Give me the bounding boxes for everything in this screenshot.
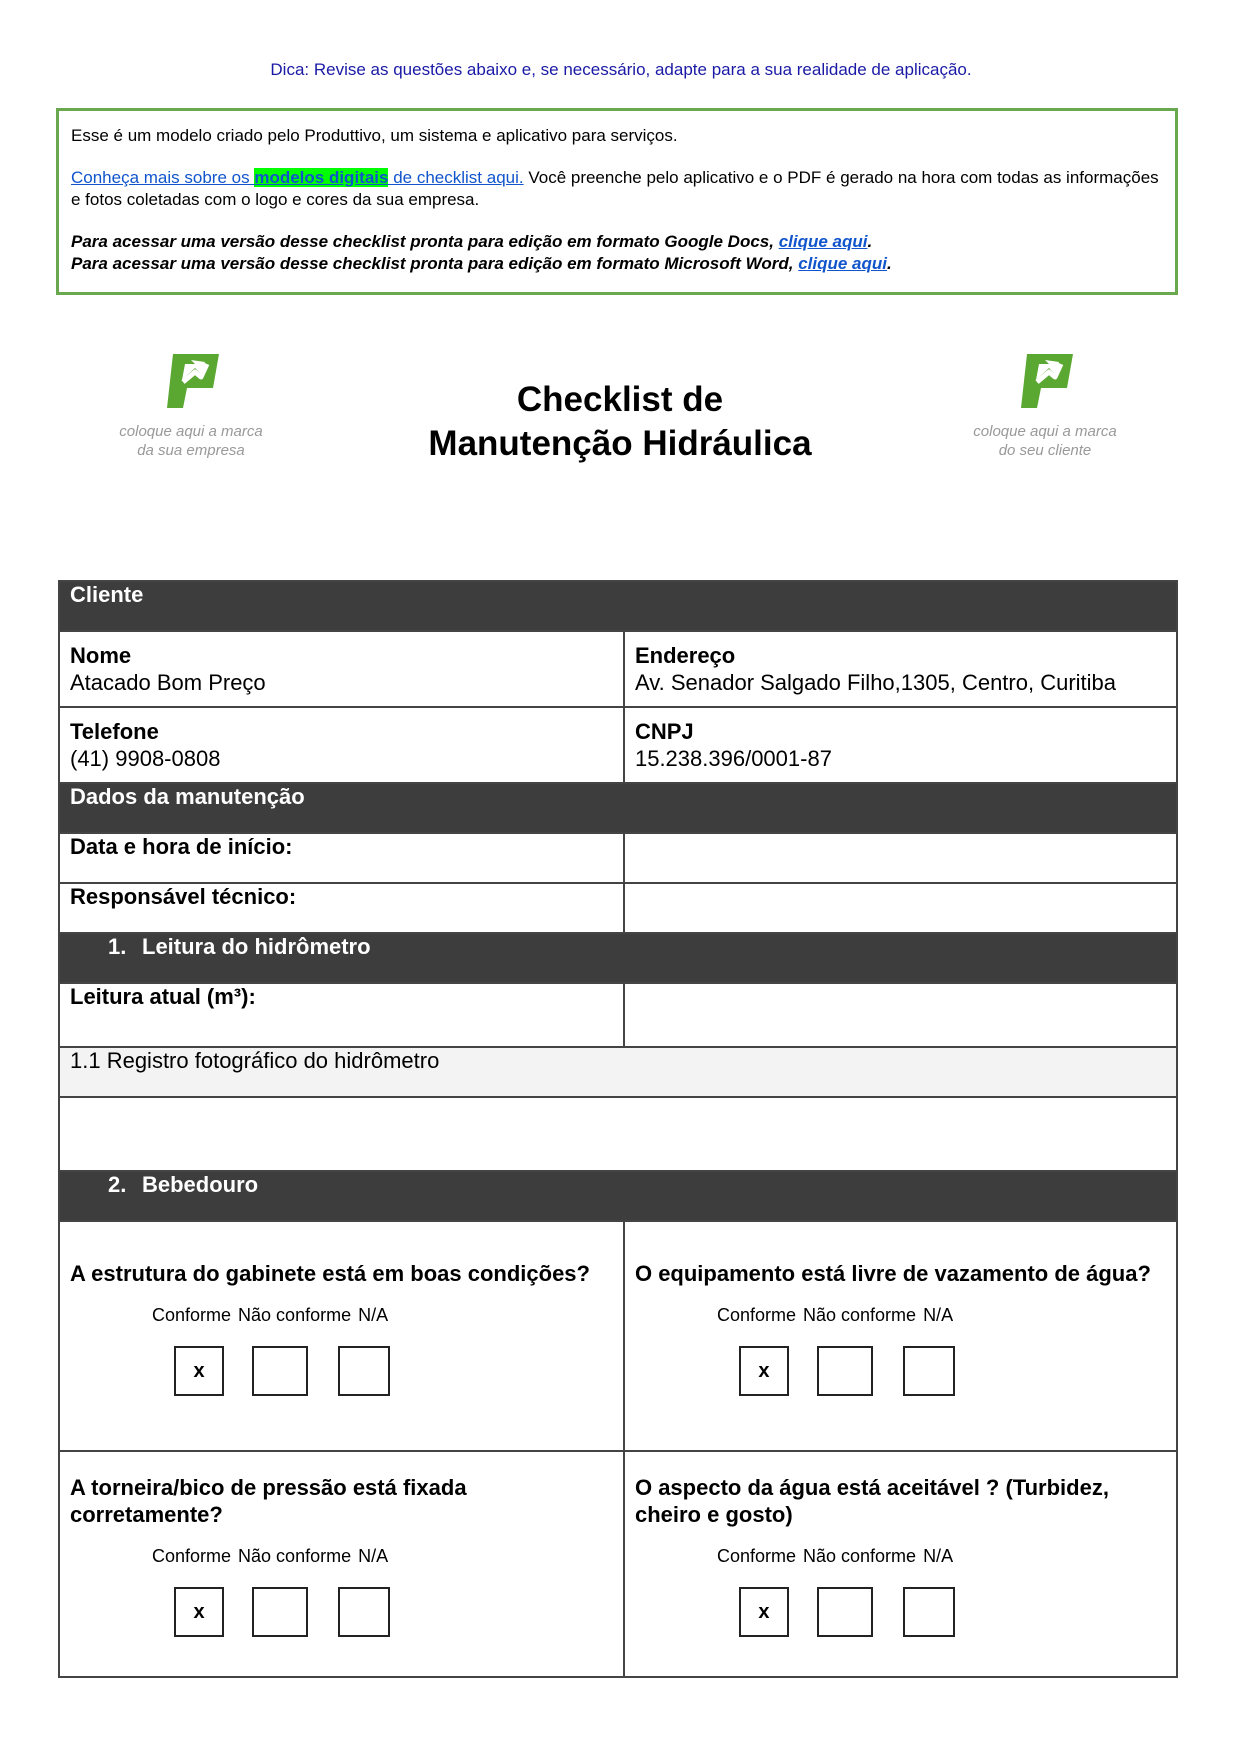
tip-text: Dica: Revise as questões abaixo e, se necessário, adapte para a sua realidade de aplicação. <box>270 60 972 79</box>
start-datetime-field[interactable] <box>624 833 1177 883</box>
option-labels: Conforme Não conforme N/A <box>716 1546 954 1566</box>
client-logo-icon <box>1015 352 1075 412</box>
client-cnpj-cell <box>624 707 1177 783</box>
checkbox-nao-conforme[interactable] <box>817 1587 873 1637</box>
checkbox-na[interactable] <box>903 1587 955 1637</box>
client-address-label: Endereço <box>634 643 736 668</box>
client-phone-value: (41) 9908-0808 <box>70 746 221 771</box>
question-text: A torneira/bico de pressão está fixada corretamente? <box>70 1475 467 1527</box>
client-cnpj-label: CNPJ <box>634 719 694 744</box>
question-water-aspect <box>624 1451 1177 1677</box>
checkbox-nao-conforme[interactable] <box>252 1587 308 1637</box>
meter-photo-area[interactable] <box>59 1097 1177 1171</box>
client-phone-label: Telefone <box>70 719 159 744</box>
meter-reading-field[interactable] <box>624 983 1177 1047</box>
option-labels: Conforme Não conforme N/A <box>152 1305 389 1325</box>
checkbox-conforme[interactable]: x <box>174 1587 224 1637</box>
meter-photo-label: 1.1 Registro fotográfico do hidrômetro <box>59 1047 1177 1097</box>
client-section-header: Cliente <box>59 581 1177 631</box>
promo-box <box>56 108 1178 295</box>
checkbox-nao-conforme[interactable] <box>252 1346 308 1396</box>
client-cnpj-value: 15.238.396/0001-87 <box>634 746 832 771</box>
promo-models-text: Você preenche pelo aplicativo e o PDF é gerado na hora com todas as informações e fotos coletadas com o logo e cores da sua empresa. <box>71 168 1159 209</box>
question-cabinet <box>59 1221 624 1451</box>
checklist-form <box>58 580 1178 1678</box>
checkbox-conforme[interactable]: x <box>739 1346 789 1396</box>
checkbox-nao-conforme[interactable] <box>817 1346 873 1396</box>
models-link[interactable]: Conheça mais sobre os modelos digitais de checklist aqui. <box>71 168 524 187</box>
option-labels: Conforme Não conforme N/A <box>152 1546 389 1566</box>
word-link[interactable]: clique aqui <box>798 254 887 273</box>
docs-link[interactable]: clique aqui <box>778 232 868 251</box>
checkbox-na[interactable] <box>338 1346 390 1396</box>
section-1-header: 1. Leitura do hidrômetro <box>59 933 1177 983</box>
question-faucet <box>59 1451 624 1677</box>
client-logo-caption: coloque aqui a marca do seu cliente <box>973 423 1117 459</box>
promo-intro: Esse é um modelo criado pelo Produttivo, um sistema e aplicativo para serviços. <box>71 126 678 145</box>
company-logo-block <box>76 352 306 460</box>
client-address-value: Av. Senador Salgado Filho,1305, Centro, Curitiba <box>634 670 1117 695</box>
client-phone-cell <box>59 707 624 783</box>
section-2-header: 2. Bebedouro <box>59 1171 1177 1221</box>
client-name-value: Atacado Bom Preço <box>70 670 266 695</box>
question-text: O equipamento está livre de vazamento de água? <box>634 1261 1151 1286</box>
company-logo-caption: coloque aqui a marca da sua empresa <box>119 423 263 459</box>
maintenance-section-header: Dados da manutenção <box>59 783 1177 833</box>
meter-reading-label: Leitura atual (m³): <box>59 983 624 1047</box>
promo-models-paragraph <box>71 167 1163 211</box>
client-address-cell <box>624 631 1177 707</box>
checkbox-na[interactable] <box>338 1587 390 1637</box>
client-name-label: Nome <box>70 643 132 668</box>
checkbox-conforme[interactable]: x <box>174 1346 224 1396</box>
client-name-cell <box>59 631 624 707</box>
word-paragraph: Para acessar uma versão desse checklist pronta para edição em formato Microsoft Word, clique aqui. <box>71 254 892 273</box>
question-text: O aspecto da água está aceitável ? (Turbidez, cheiro e gosto) <box>634 1475 1109 1527</box>
docs-paragraph: Para acessar uma versão desse checklist pronta para edição em formato Google Docs, clique aqui. <box>71 232 873 251</box>
question-text: A estrutura do gabinete está em boas condições? <box>70 1261 590 1286</box>
checkbox-conforme[interactable]: x <box>739 1587 789 1637</box>
technician-label: Responsável técnico: <box>59 883 624 933</box>
checkbox-na[interactable] <box>903 1346 955 1396</box>
company-logo-icon <box>161 352 221 412</box>
page-title: Checklist de Manutenção Hidráulica <box>428 380 812 463</box>
option-labels: Conforme Não conforme N/A <box>716 1305 954 1325</box>
client-logo-block <box>930 352 1160 460</box>
start-datetime-label: Data e hora de início: <box>59 833 624 883</box>
question-leak <box>624 1221 1177 1451</box>
technician-field[interactable] <box>624 883 1177 933</box>
